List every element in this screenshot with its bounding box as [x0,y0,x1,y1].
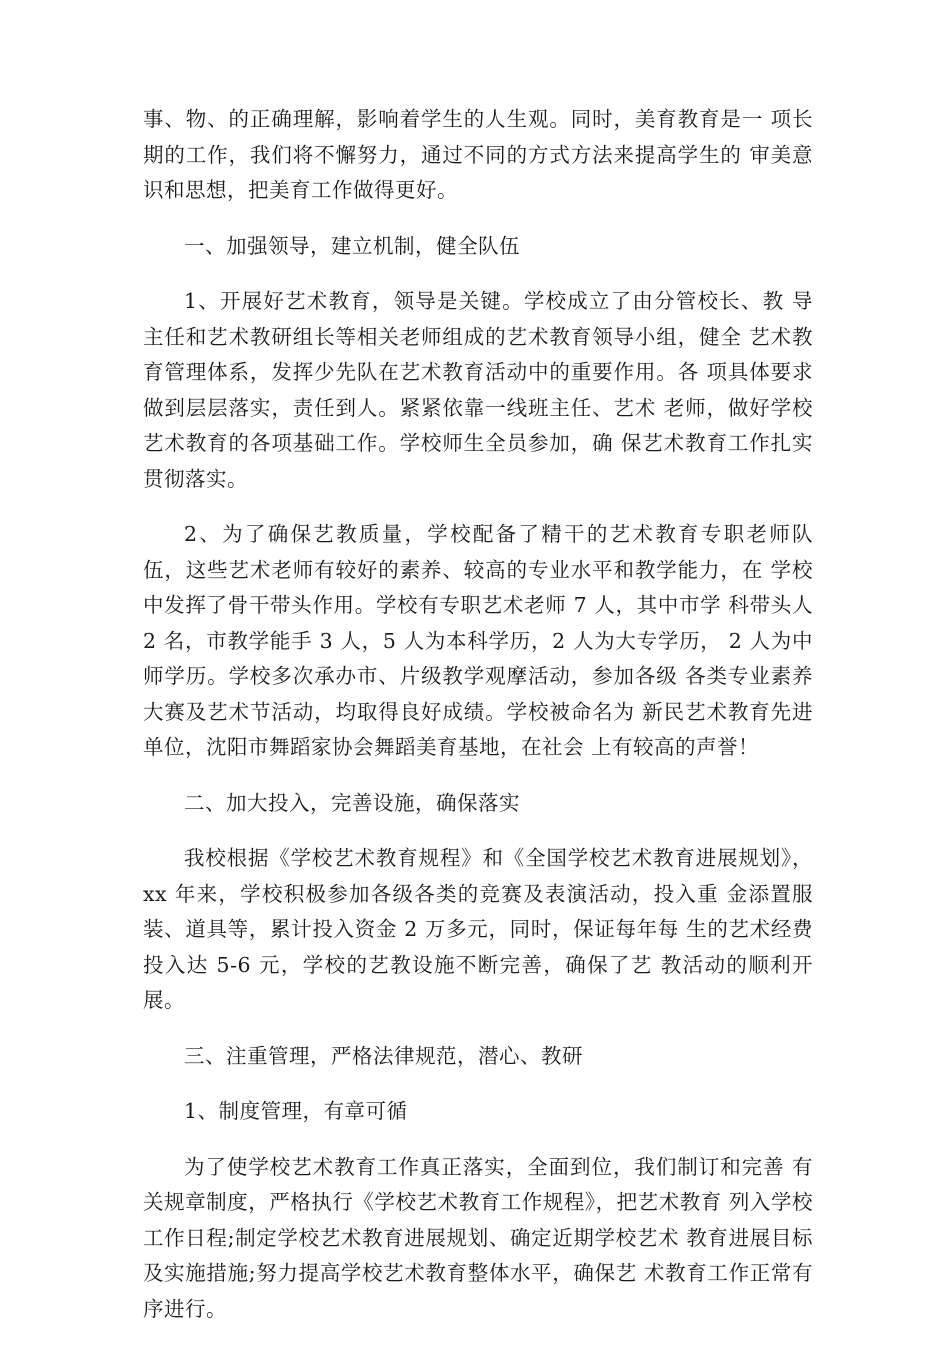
paragraph-management: 为了使学校艺术教育工作真正落实，全面到位，我们制订和完善 有关规章制度，严格执行《学校艺术教育工作规程》，把艺术教育 列入学校工作日程;制定学校艺术教育进展规划、确定近期学校艺术 教育进展目标及实施措施;努力提高学校艺术教育整体水平，确保艺 术教育工作正常有序进行。 [143,1154,813,1321]
section-heading-2: 二、加大投入，完善设施，确保落实 [184,790,520,815]
paragraph-teachers: 2、为了确保艺教质量，学校配备了精干的艺术教育专职老师队 伍，这些艺术老师有较好的素养、较高的专业水平和教学能力，在 学校中发挥了骨干带头作用。学校有专职艺术老师 7 人，其中市学 科带头人 2 名，市教学能手 3 人，5 人为本科学历，2 人为大专学历， 2 人为中师学历。学校多次承办市、片级教学观摩活动，参加各级 各类专业素养大赛及艺术节活动，均取得良好成绩。学校被命名为 新民艺术教育先进单位，沈阳市舞蹈家协会舞蹈美育基地，在社会 上有较高的声誉！ [143,522,813,759]
paragraph-leadership: 1、开展好艺术教育，领导是关键。学校成立了由分管校长、教 导主任和艺术教研组长等相关老师组成的艺术教育领导小组，健全 艺术教育管理体系，发挥少先队在艺术教育活动中的重要作用。各 项具体要求做到层层落实，责任到人。紧紧依靠一线班主任、艺术 老师，做好学校艺术教育的各项基础工作。学校师生全员参加，确 保艺术教育工作扎实贯彻落实。 [143,289,813,491]
section-heading-3: 三、注重管理，严格法律规范，潜心、教研 [184,1043,583,1068]
paragraph-continuation: 事、物、的正确理解，影响着学生的人生观。同时，美育教育是一 项长期的工作，我们将不懈努力，通过不同的方式方法来提高学生的 审美意识和思想，把美育工作做得更好。 [143,107,813,202]
section-heading-1: 一、加强领导，建立机制，健全队伍 [184,233,520,258]
document-body [143,102,813,1347]
paragraph-investment: 我校根据《学校艺术教育规程》和《全国学校艺术教育进展规划》，xx 年来，学校积极参加各级各类的竞赛及表演活动，投入重 金添置服装、道具等，累计投入资金 2 万多元，同时，保证每年每 生的艺术经费投入达 5-6 元，学校的艺教设施不断完善，确保了艺 教活动的顺利开展。 [143,846,813,1012]
subsection-heading: 1、制度管理，有章可循 [184,1099,408,1123]
